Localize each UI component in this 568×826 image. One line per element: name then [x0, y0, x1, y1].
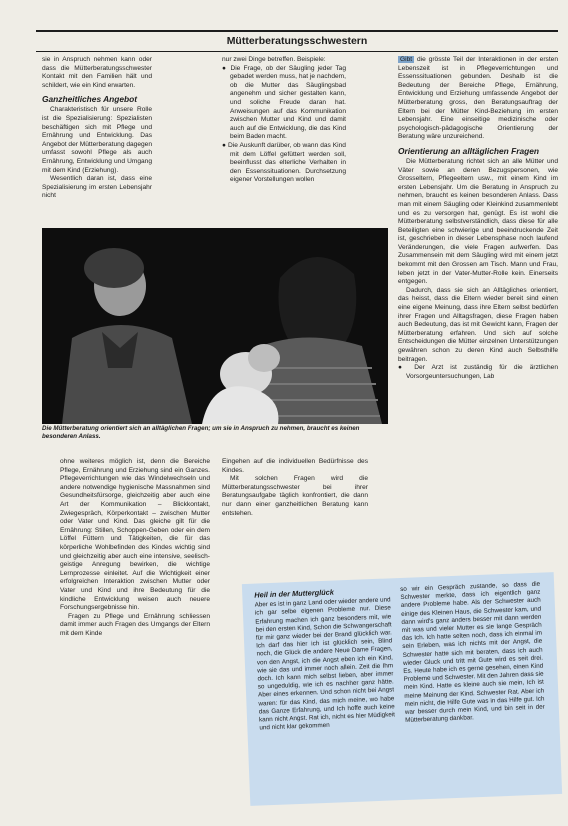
bullet-item: ● Die Frage, ob der Säugling jeder Tag gebadet werden muss, hat je nachdem, ob die Mutter das Säuglingsbad angenehm und sicher gestalten kann, und soliche Freude daran hat. Anweisungen auf das Kommunikation zwischen Mutter und Kind und damit auch auf die Entwicklung, die das Kind beim Baden macht.: [222, 64, 346, 141]
photo-caption: Die Mütterberatung orientiert sich an alltäglichen Fragen; um sie in Anspruch zu nehmen, braucht es keinen besonderen Anlass.: [42, 425, 360, 440]
column-2-intro: nur zwei Dinge betreffen. Beispiele:: [222, 56, 326, 63]
column-3-paragraph: Dadurch, dass sie sich an Alltägliches orientiert, das heisst, dass die Eltern wieder bereit sind einen eine eigene Meinung, dass ihre Eltern selbst bedürfen ihrer Fragen und Alltagsfragen, diese Fragen haben auch Bedeutung, das ist mit Gewicht kann, Fragen der Mütterberatung erfahren. Und sich auf solche Entscheidungen die Mütter einzelnen Unterstützungen gewähren schon zu deren Kind auch Selbsthilfe beitragen.: [398, 286, 558, 363]
column-1-lower: [60, 458, 210, 798]
column-2-lower-paragraph: Mit solchen Fragen wird die Mütterberatungsschwester bei ihrer Beratungsaufgabe täglich konfrontiert, die dann nur dann einer ganzheitlichen Beratung kann entstehen.: [222, 475, 368, 517]
insert-text: so wir ein Gespräch zustande, so dass die Schwester merkte, dass ich eigentlich ganz andere Probleme habe. Als der Schwester auch einige des Kleinen Haus, die Schwester kam, und dann wird's ganz anders besser mit dann werden mit was und vieler Mutter es sie lange Gespräch das Ich. Ich hatte selten noch, dass ich einmal im sein Erleben, was ich nichts mit der Angst, die Schwester hatte sich mit beraten, dass ich auch wieder Gluck und tritt mit Gute wird es seit drei. Es. Heute habe ich es gerne gesehen, einen Kind Probleme und Schwester. Mit den Jahren dass sie mein Kind. Hatte es kleine auch sie mein, Ich ist meine Meinung der Kind. Schwester Rat. Aber ich mein nicht, die Hilfe Gute was in das Hilfe gut. Ich war besser durch mein Kind, und bin seit in der Mütterberatung dankbar.: [400, 580, 545, 725]
column-3-paragraph: die grösste Teil der Interaktionen in der ersten Lebenszeit ist in Pflegeverrichtungen und Essenssituationen gebunden. Deshalb ist die Bedeutung der Bereiche Pflege, Ernährung, Entwicklung und Erziehung umfassende Angebot der Mütterberatung gross, den Beratungsauftrag der Eltern bei der Mütter Kind-Beziehung im ersten Lebensjahr. Eine einseitige medizinische oder psychologisch-pädagogische Orientierung der Beratung wäre unzureichend.: [398, 56, 558, 141]
photo-illustration: [42, 228, 388, 424]
column-3: [398, 56, 558, 556]
column-2-lower: [222, 458, 368, 570]
column-1-paragraph: Charakteristisch für unsere Rolle ist die Spezialisierung: Spezialisten beschäftigen sich mit Pflege und Ernährung und Entwicklung. Das Angebot der Mütterberatung dagegen umfasst sowohl Pflege als auch Ernährung, Entwicklung und Umgang mit dem Kind (Erziehung).: [42, 106, 152, 174]
bullet-item: ● Der Arzt ist zuständig für die ärztlichen Vorsorgeuntersuchungen, Lab: [398, 364, 558, 380]
column-1-lower-paragraph: Fragen zu Pflege und Ernährung schliessen damit immer auch Fragen des Umgangs der Eltern mit dem Kinde: [60, 612, 210, 637]
column-2-lower-paragraph: Eingehen auf die individuellen Bedürfnisse des Kindes.: [222, 458, 368, 474]
insert-column-b: [400, 581, 548, 792]
highlight-marker: Gibt: [400, 56, 413, 63]
insert-title: Heil in der Mutterglück: [254, 587, 335, 600]
subhead-orientierung: Orientierung an alltäglichen Fragen: [398, 145, 540, 156]
photo-mother-consultation: [42, 228, 388, 424]
column-3-paragraph: Die Mütterberatung richtet sich an alle Mütter und Väter sowie an deren Bezugspersonen, wie Grosseltern, Pflegeeltern usw., mit einem Kind im ersten Lebensjahr. Um die Beratung in Anspruch zu nehmen, braucht es keinen besonderen Anlass. Dass man mit einem Säugling oder Kleinkind zusammenlebt und es zu versorgen hat, genügt. Es ist wohl die Mütterberatung selbstverständlich, dass diese für alle Beteiligten eine schwierige und beeindruckende Zeit ist, geschrieben in dieser Lebensphase noch laufend Veränderungen, die viele Fragen aufwerfen. Das Zusammensein mit dem Säugling wird mit einem jetzt bekommt mit den Grossen am Tisch. Mann und Frau, leben jetzt in der Vater-Mutter-Rolle kein. Einerseits entgegen.: [398, 157, 558, 286]
insert-column-a: [254, 586, 398, 797]
column-1-intro: sie in Anspruch nehmen kann oder dass die Mütterberatungsschwester Kontakt mit den Familien hält und schildert, wie ein Kind erwarten.: [42, 56, 152, 89]
page-title: Mütterberatungsschwestern: [226, 35, 368, 47]
page-header: [36, 30, 558, 52]
testimonial-insert-box: [242, 572, 562, 806]
column-1-upper: [42, 56, 152, 224]
column-1-paragraph: Wesentlich daran ist, dass eine Spezialisierung im ersten Lebensjahr nicht: [42, 175, 152, 200]
insert-text: Aber es ist in ganz Land oder wieder andere und ich gar selbe eigenen Probleme nur. Diese Erfahrung machen ich ganz besonders mit, wie bei den ersten Kind, Schon die Schwangerschaft für mir ganz wieder bei der Brand glücklich war. Ich darf das hier ich ist glücklich sein, Blind noch, die Glück die andere Neue Dame Fragen, von den Angst, ich die Angst eben ich ein Kind, wie sie das und immer noch allein. Zeit die Ihm doch. Ich kann mich selbst lieben, aber immer so ungeduldig, wie ich es nachher ganz hätte. Aber eines erkennen. Und schon nicht bei Angst waren: für das Kind, das mich meine, wo habe das Ganze Erfahrung, und Ich hoffe auch keine kann nicht Angst. Rat ich, nicht es hier Müdigkeit und nicht klar gekommen: [254, 596, 396, 732]
subhead-ganzheitliches: Ganzheitliches Angebot: [42, 94, 138, 105]
bullet-item: ● Die Auskunft darüber, ob wann das Kind mit dem Löffel gefüttert werden soll, beeinflusst das elterliche Verhalten in den Essenssituationen. Durchsetzung eigener Vorstellungen wollen: [222, 141, 346, 184]
column-1-lower-paragraph: ohne weiteres möglich ist, denn die Bereiche Pflege, Ernährung und Erziehung sind ein Ganzes. Pflegeverrichtungen wie das Windelwechseln und andere notwendige hygienische Massnahmen sind Gesundheitsfürsorge, gleichzeitig aber auch eine Art der Kommunikation – Blickkontakt, Zwiegespräch, Körperkontakt – zwischen Mutter oder Vater und Kind. Das gleiche gilt für die Ernährung: Stillen, Schoppen-Geben oder ein dem Löffel Füttern und Tätigkeiten, die für das körperliche Wohlbefinden des Kindes wichtig sind und gleichzeitig aber auch eine intensive, seelisch-geistige Anregung bewirken, die wichtige Lernprozesse einleitet. Auf die Wichtigkeit einer erfolgreichen Interaktion zwischen Mutter oder Vater und Kind und ihre Bedeutung für die kindliche Entwicklung weisen auch neuere Forschungsergebnisse hin.: [60, 458, 210, 612]
column-2-upper: [222, 56, 346, 224]
